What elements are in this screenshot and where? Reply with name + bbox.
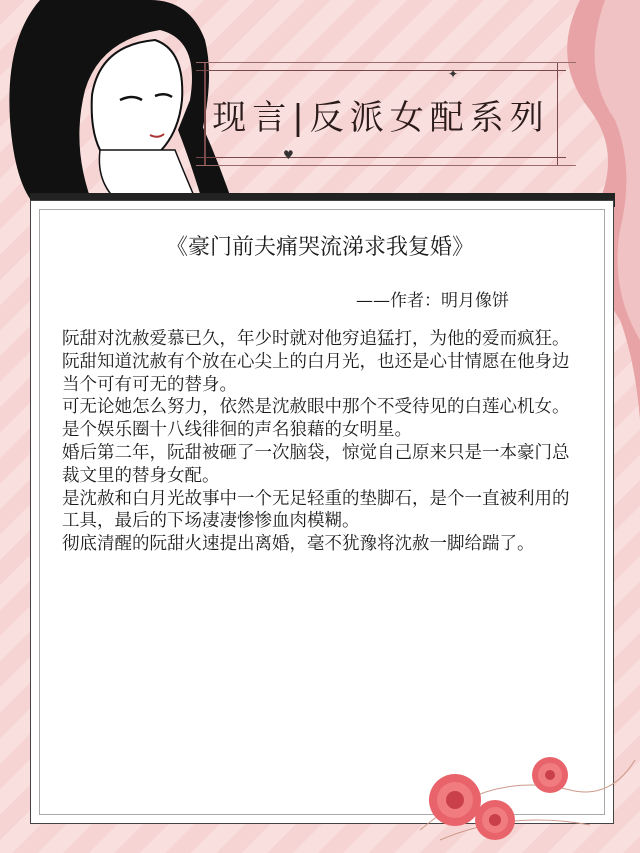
book-title: 《豪门前夫痛哭流涕求我复婚》: [165, 235, 474, 260]
flower-decoration: [410, 740, 640, 853]
synopsis-paragraph: 阮甜知道沈赦有个放在心尖上的白月光，也还是心甘情愿在他身边当个可有可无的替身。: [62, 351, 570, 395]
synopsis-paragraph: 是沈赦和白月光故事中一个无足轻重的垫脚石，是个一直被利用的工具，最后的下场凄凄惨惨血肉模糊。: [62, 488, 570, 532]
synopsis-paragraph: 彻底清醒的阮甜火速提出离婚，毫不犹豫将沈赦一脚给踹了。: [62, 534, 535, 555]
synopsis-paragraph: 是个娱乐圈十八线徘徊的声名狼藉的女明星。: [62, 420, 412, 441]
author-line: ——作者：明月像饼: [356, 291, 509, 311]
butterfly-icon: ✦: [448, 67, 459, 81]
synopsis-paragraph: 可无论她怎么努力，依然是沈赦眼中那个不受待见的白莲心机女。: [62, 397, 570, 418]
heart-icon: ♥: [283, 148, 294, 162]
synopsis-text: [62, 328, 582, 556]
synopsis-paragraph: 婚后第二年，阮甜被砸了一次脑袋，惊觉自己原来只是一本豪门总裁文里的替身女配。: [62, 442, 570, 486]
synopsis-paragraph: 阮甜对沈赦爱慕已久，年少时就对他穷追猛打，为他的爱而疯狂。: [62, 329, 570, 349]
series-title: 现言|反派女配系列: [212, 97, 550, 138]
